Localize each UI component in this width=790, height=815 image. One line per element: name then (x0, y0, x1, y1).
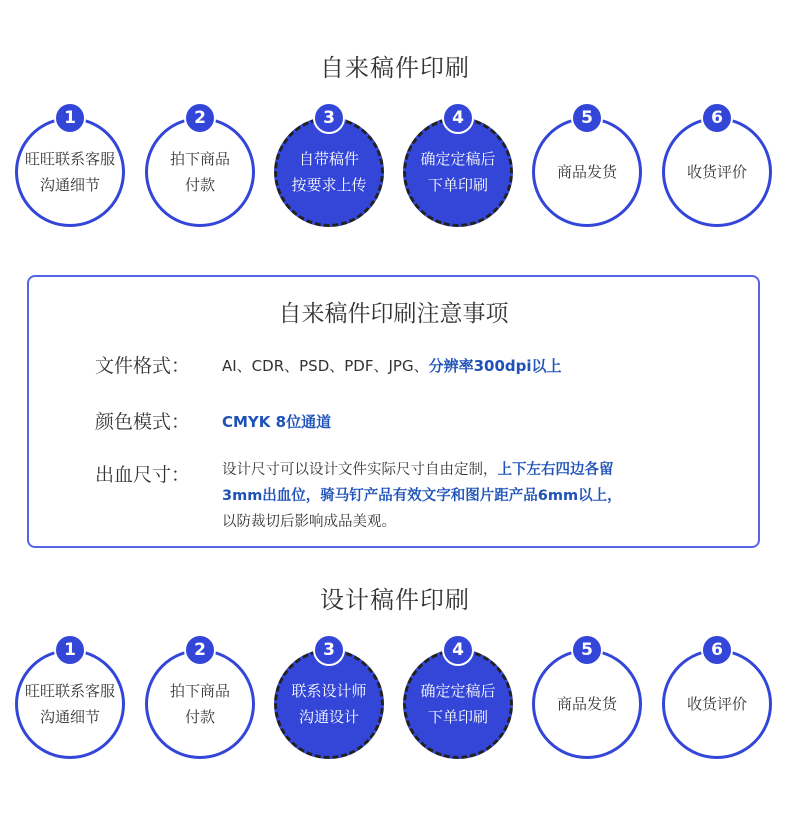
step-line2: 沟通细节 (39, 176, 100, 194)
step-line2: 按要求上传 (291, 176, 367, 194)
step-number-badge: 1 (54, 102, 86, 134)
step-number-badge: 6 (701, 102, 733, 134)
step-line1: 商品发货 (556, 163, 617, 181)
step-line1: 确定定稿后 (420, 682, 496, 700)
step-6 (662, 108, 772, 227)
step-line1: 拍下商品 (169, 150, 230, 168)
steps-self-upload (0, 108, 790, 257)
step-number-badge: 4 (442, 634, 474, 666)
file-format-value (222, 355, 562, 376)
step-2 (145, 108, 255, 227)
resolution-highlight: 分辨率300dpi以上 (428, 357, 562, 375)
bleed-line-1-plain: 设计尺寸可以设计文件实际尺寸自由定制， (222, 462, 498, 478)
step-5 (532, 640, 642, 759)
step-line1: 旺旺联系客服 (24, 150, 115, 168)
step-line1: 自带稿件 (298, 150, 359, 168)
step-line1: 联系设计师 (291, 682, 367, 700)
step-line1: 旺旺联系客服 (24, 682, 115, 700)
step-line2: 沟通细节 (39, 708, 100, 726)
step-4 (403, 640, 513, 759)
step-line2: 付款 (184, 176, 215, 194)
notice-title: 自来稿件印刷注意事项 (278, 301, 509, 327)
bleed-line-1-highlight: 上下左右四边各留 (497, 462, 614, 478)
section-title-self-upload: 自来稿件印刷 (320, 54, 470, 82)
step-line2: 付款 (184, 708, 215, 726)
step-number-badge: 5 (571, 634, 603, 666)
step-line1: 确定定稿后 (420, 150, 496, 168)
step-line1: 收货评价 (686, 163, 747, 181)
step-number-badge: 5 (571, 102, 603, 134)
step-4 (403, 108, 513, 227)
step-line1: 商品发货 (556, 695, 617, 713)
step-number-badge: 4 (442, 102, 474, 134)
step-number-badge: 6 (701, 634, 733, 666)
step-line2: 沟通设计 (298, 708, 359, 726)
bleed-text (222, 457, 622, 535)
step-line1: 收货评价 (686, 695, 747, 713)
step-number-badge: 3 (313, 634, 345, 666)
color-mode-label: 颜色模式： (95, 411, 191, 433)
bleed-line-2: 3mm出血位，骑马钉产品有效文字和图片距产品6mm以上， (222, 488, 622, 504)
bleed-label: 出血尺寸： (95, 464, 191, 486)
step-1 (15, 640, 125, 759)
step-1 (15, 108, 125, 227)
step-number-badge: 2 (184, 634, 216, 666)
step-6 (662, 640, 772, 759)
file-format-list: AI、CDR、PSD、PDF、JPG、 (222, 357, 429, 375)
color-mode-value: CMYK 8位通道 (222, 413, 332, 431)
step-line1: 拍下商品 (169, 682, 230, 700)
step-3 (274, 108, 384, 227)
step-number-badge: 1 (54, 634, 86, 666)
steps-design (0, 640, 790, 789)
step-line2: 下单印刷 (427, 708, 488, 726)
step-5 (532, 108, 642, 227)
step-line2: 下单印刷 (427, 176, 488, 194)
section-title-design: 设计稿件印刷 (320, 586, 470, 614)
file-format-label: 文件格式： (95, 355, 191, 377)
bleed-line-1 (222, 457, 622, 483)
step-2 (145, 640, 255, 759)
step-3 (274, 640, 384, 759)
bleed-line-3: 以防裁切后影响成品美观。 (222, 514, 396, 530)
step-number-badge: 3 (313, 102, 345, 134)
notice-box (27, 275, 760, 548)
step-number-badge: 2 (184, 102, 216, 134)
